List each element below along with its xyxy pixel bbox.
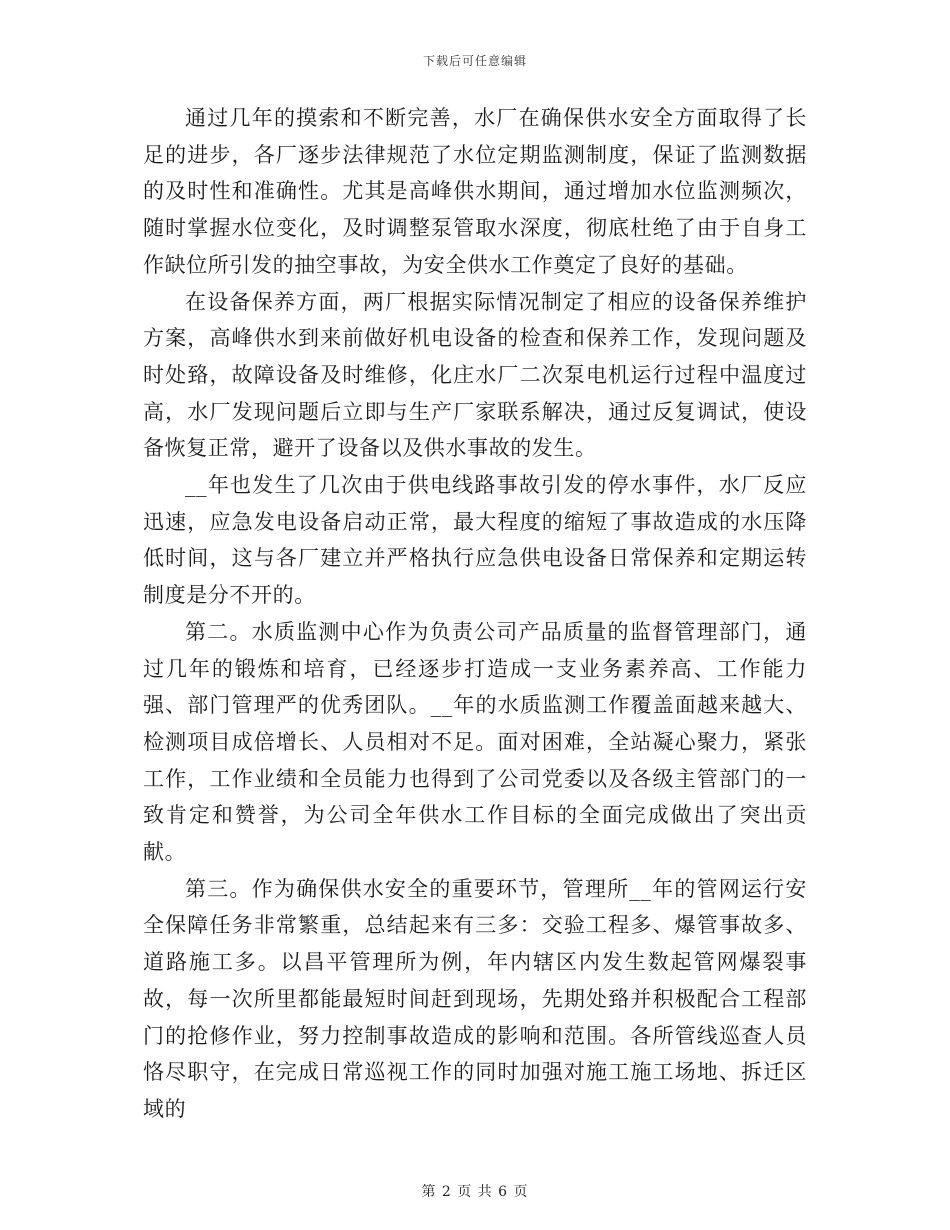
paragraph-equipment-maintenance: 在设备保养方面，两厂根据实际情况制定了相应的设备保养维护方案，高峰供水到来前做好机电设备的检查和保养工作，发现问题及时处臵，故障设备及时维修，化庄水厂二次泵电机运行过程中温度过高，水厂发现问题后立即与生产厂家联系解决，通过反复调试，使设备恢复正常，避开了设备以及供水事故的发生。 bbox=[143, 289, 807, 461]
paragraph-water-quality: 第二。水质监测中心作为负责公司产品质量的监督管理部门，通过几年的锻炼和培育，已经逐步打造成一支业务素养高、工作能力强、部门管理严的优秀团队。__年的水质监测工作覆盖面越来越大、检测项目成倍增长、人员相对不足。面对困难，全站凝心聚力，紧张工作，工作业绩和全员能力也得到了公司党委以及各级主管部门的一致肯定和赞誉，为公司全年供水工作目标的全面完成做出了突出贡献。 bbox=[143, 619, 807, 865]
page-number: 第 2 页 共 6 页 bbox=[421, 1184, 529, 1200]
paragraph-power-outage: __年也发生了几次由于供电线路事故引发的停水事件，水厂反应迅速，应急发电设备启动正常，最大程度的缩短了事故造成的水压降低时间，这与各厂建立并严格执行应急供电设备日常保养和定期运转制度是分不开的。 bbox=[143, 473, 807, 608]
document-body bbox=[143, 100, 807, 1128]
paragraph-pipe-network: 第三。作为确保供水安全的重要环节，管理所__年的管网运行安全保障任务非常繁重，总结起来有三多：交验工程多、爆管事故多、道路施工多。以昌平管理所为例，年内辖区内发生数起管网爆裂事故，每一次所里都能最短时间赶到现场，先期处臵并积极配合工程部门的抢修作业，努力控制事故造成的影响和范围。各所管线巡查人员恪尽职守，在完成日常巡视工作的同时加强对施工施工场地、拆迁区域的 bbox=[143, 876, 807, 1121]
paragraph-water-level-monitoring: 通过几年的摸索和不断完善，水厂在确保供水安全方面取得了长足的进步，各厂逐步法律规范了水位定期监测制度，保证了监测数据的及时性和准确性。尤其是高峰供水期间，通过增加水位监测频次，随时掌握水位变化，及时调整泵管取水深度，彻底杜绝了由于自身工作缺位所引发的抽空事故，为安全供水工作奠定了良好的基础。 bbox=[143, 106, 807, 277]
page-header: 下载后可任意编辑 bbox=[422, 54, 527, 68]
